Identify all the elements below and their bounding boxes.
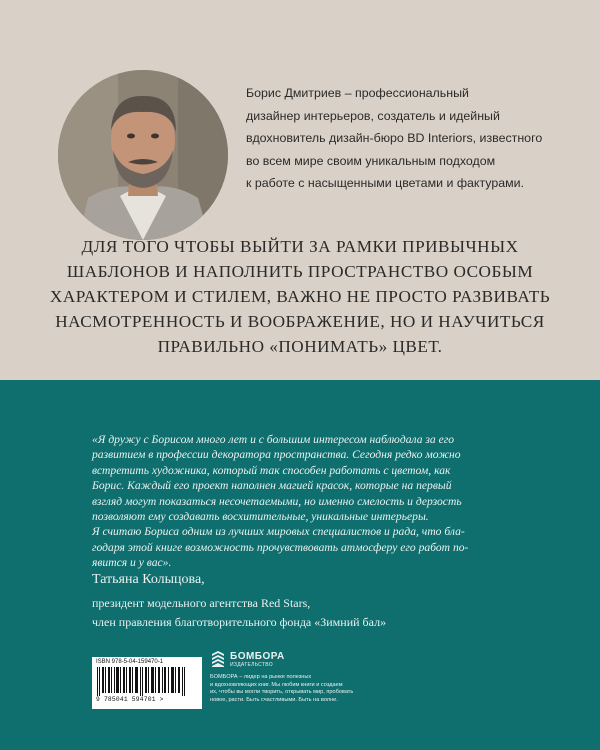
- isbn-label: ISBN 978-5-04-159470-1: [96, 659, 164, 665]
- bombora-logo-icon: [210, 650, 226, 668]
- tagline-line: БОМБОРА – лидер на рынке полезных: [210, 674, 312, 680]
- quote-attribution: [92, 571, 552, 632]
- testimonial-quote: [92, 432, 522, 571]
- barcode-bars-icon: [96, 667, 190, 696]
- quote-line: Я считаю Бориса одним из лучших мировых специалистов и рада, что бла-: [92, 525, 465, 539]
- isbn-barcode: [92, 657, 202, 709]
- publisher-logo: [210, 650, 370, 668]
- bio-line: вдохновитель дизайн-бюро BD Interiors, известного: [246, 131, 543, 145]
- quote-author-role: член правления благотворительного фонда «Зимний бал»: [92, 615, 387, 629]
- author-bio: [246, 82, 556, 195]
- bio-line: во всем мире своим уникальным подходом: [246, 153, 496, 168]
- tagline-line: новое, расти. Быть счастливыми. Быть на волне.: [210, 696, 338, 703]
- bio-line: к работе с насыщенными цветами и фактурами.: [246, 176, 524, 190]
- quote-line: явится и у вас».: [92, 556, 172, 570]
- publisher-tagline: [210, 674, 370, 704]
- quote-line: встретить художника, который так способен работать с цветом, как: [92, 463, 451, 477]
- headline-line: ХАРАКТЕРОМ И СТИЛЕМ, ВАЖНО НЕ ПРОСТО РАЗВИВАТЬ: [49, 287, 551, 306]
- publisher-subtitle: ИЗДАТЕЛЬСТВО: [230, 661, 273, 668]
- bio-line: Борис Дмитриев – профессиональный: [246, 86, 469, 100]
- publisher-name: БОМБОРА: [230, 650, 285, 662]
- author-photo: [58, 70, 228, 240]
- quote-line: «Я дружу с Борисом много лет и с большим интересом наблюдала за его: [92, 433, 455, 446]
- tagline-line: их, чтобы вы могли творить, открывать мир, пробовать: [210, 689, 354, 696]
- quote-line: годаря этой книге возможность прочувствовать атмосферу его работ по-: [92, 540, 469, 554]
- quote-line: взгляд могут показаться несочетаемыми, но именно смелость и дерзость: [92, 494, 462, 508]
- barcode-number: 9 785041 594701 >: [96, 696, 164, 703]
- bio-line: дизайнер интерьеров, создатель и идейный: [246, 108, 500, 123]
- headline-line: ПРАВИЛЬНО «ПОНИМАТЬ» ЦВЕТ.: [157, 337, 443, 356]
- quote-author-name: Татьяна Колыцова,: [92, 572, 205, 587]
- quote-author-role: президент модельного агентства Red Stars,: [92, 596, 311, 610]
- quote-line: развитием в профессии декоратора пространства. Сегодня редко можно: [92, 448, 461, 462]
- publisher-block: [210, 650, 370, 704]
- quote-line: позволяют ему создавать восхитительные, уникальные интерьеры.: [92, 510, 429, 524]
- author-portrait-illustration: [58, 70, 228, 240]
- quote-line: Борис. Каждый его проект наполнен магией красок, которые на первый: [92, 479, 452, 493]
- headline-line: НАСМОТРЕННОСТЬ И ВООБРАЖЕНИЕ, НО И НАУЧИТЬСЯ: [55, 312, 545, 331]
- headline-line: ДЛЯ ТОГО ЧТОБЫ ВЫЙТИ ЗА РАМКИ ПРИВЫЧНЫХ: [81, 237, 519, 256]
- headline-line: ШАБЛОНОВ И НАПОЛНИТЬ ПРОСТРАНСТВО ОСОБЫМ: [66, 262, 534, 281]
- headline-statement: [0, 234, 600, 359]
- tagline-line: и вдохновляющих книг. Мы любим книги и создаем: [210, 681, 343, 688]
